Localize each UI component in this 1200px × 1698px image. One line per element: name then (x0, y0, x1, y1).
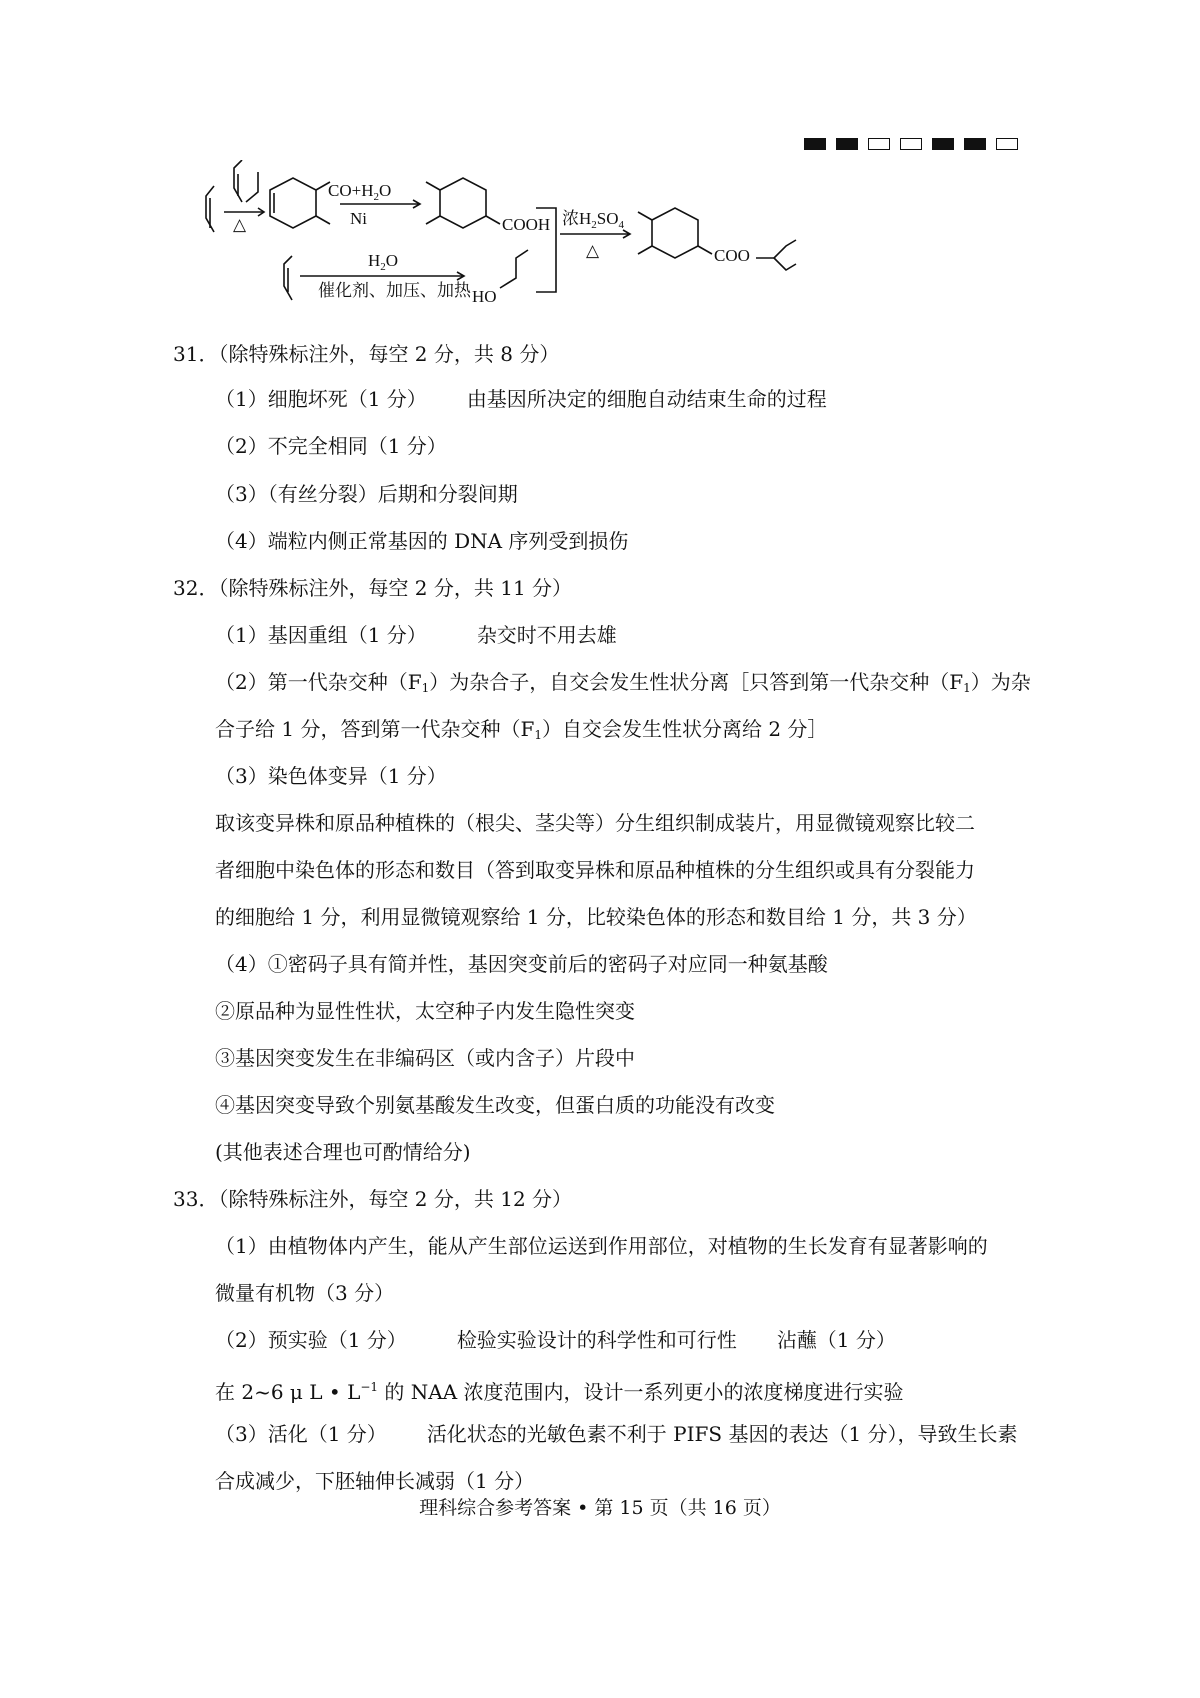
q31-answer-4: （4）端粒内侧正常基因的 DNA 序列受到损伤 (215, 529, 629, 553)
q32-answer-4-4: ④基因突变导致个别氨基酸发生改变，但蛋白质的功能没有改变 (215, 1093, 775, 1117)
q32-answer-2-line-2: 合子给 1 分，答到第一代杂交种$(F_1)$自交会发生性状分离给 2 分］ (215, 717, 828, 742)
svg-text:CO+H2O: $CO+H_2O$ (328, 181, 392, 203)
q32-answer-1-left: （1）基因重组（1 分） (215, 623, 427, 647)
header-marks (804, 138, 1018, 150)
header-mark-empty (868, 138, 890, 150)
header-mark-empty (900, 138, 922, 150)
scheme-cooh-label: COOH (502, 215, 551, 234)
svg-text:浓H2SO4: 浓$H_2SO_4$ (562, 209, 625, 231)
q32-answer-4-2: ②原品种为显性性状，太空种子内发生隐性突变 (215, 999, 635, 1023)
q33-answer-1-line-1: （1）由植物体内产生，能从产生部位运送到作用部位，对植物的生长发育有显著影响的 (215, 1234, 988, 1258)
q32-answer-3: （3）染色体变异（1 分） (215, 764, 447, 788)
page-footer: 理科综合参考答案 • 第 15 页（共 16 页） (419, 1497, 781, 1519)
header-mark-filled (932, 138, 954, 150)
q32-answer-4-1: （4）①密码子具有简并性，基因突变前后的密码子对应同一种氨基酸 (215, 952, 828, 976)
q32-answer-3-line-2: 取该变异株和原品种植株的（根尖、茎尖等）分生组织制成装片，用显微镜观察比较二 (215, 811, 975, 835)
q32-answer-2-line-1: （2）第一代杂交种$(F_1)$为杂合子，自交会发生性状分离［只答到第一代杂交种$(F_1)$为杂 (215, 670, 1031, 695)
q32-answer-1 (215, 621, 617, 649)
q31-answer-1 (215, 385, 827, 413)
q31-answer-1-left: （1）细胞坏死（1 分） (215, 387, 427, 411)
q32-heading: 32．（除特殊标注外，每空 2 分，共 11 分） (173, 576, 573, 600)
scheme-heat-2: △ (586, 241, 600, 260)
synthesis-scheme (200, 160, 880, 310)
header-mark-filled (964, 138, 986, 150)
scheme-reagent2-top: 浓H (562, 209, 592, 228)
q33-heading: 33．（除特殊标注外，每空 2 分，共 12 分） (173, 1187, 573, 1211)
scheme-ester-label: COO (714, 246, 750, 265)
q31-answer-2: （2）不完全相同（1 分） (215, 434, 447, 458)
q33-answer-2: （2）预实验（1 分） 检验实验设计的科学性和可行性 沾蘸（1 分） (215, 1328, 896, 1352)
q31-answer-1-right: 由基因所决定的细胞自动结束生命的过程 (466, 387, 827, 411)
q33-answer-1-line-2: 微量有机物（3 分） (215, 1281, 395, 1305)
q33-answer-3-line-2: 合成减少，下胚轴伸长减弱（1 分） (215, 1469, 535, 1493)
q33-answer-3: （3）活化（1 分） 活化状态的光敏色素不利于 PIFS 基因的表达（1 分），导致生长素 (215, 1422, 1018, 1446)
header-mark-filled (804, 138, 826, 150)
scheme-reagent1-bottom: Ni (350, 209, 367, 228)
header-mark-filled (836, 138, 858, 150)
q32-answer-3-line-3: 者细胞中染色体的形态和数目（答到取变异株和原品种植株的分生组织或具有分裂能力 (215, 858, 975, 882)
scheme-ho-label: HO (472, 287, 497, 306)
header-mark-empty (996, 138, 1018, 150)
scheme-reagent3-bottom: 催化剂、加压、加热 (318, 281, 471, 300)
q31-answer-3: （3）（有丝分裂）后期和分裂间期 (215, 482, 518, 506)
svg-text:H2O: $H_2O$ (368, 251, 399, 273)
q32-answer-note: (其他表述合理也可酌情给分) (215, 1140, 471, 1164)
scheme-reagent3-top: H (368, 251, 381, 270)
q32-answer-3-line-4: 的细胞给 1 分，利用显微镜观察给 1 分，比较染色体的形态和数目给 1 分，共 3 分） (215, 905, 977, 929)
q31-heading: 31．（除特殊标注外，每空 2 分，共 8 分） (173, 342, 560, 366)
scheme-reagent1-top: CO+H (328, 181, 374, 200)
q32-answer-4-3: ③基因突变发生在非编码区（或内含子）片段中 (215, 1046, 635, 1070)
q32-answer-1-right: 杂交时不用去雄 (476, 623, 617, 647)
scheme-heat-1: △ (233, 215, 247, 234)
q33-answer-2-line-2: 在 2~6 μ L • $L^{-1}$ 的 NAA 浓度范围内，设计一系列更小的浓度梯度进行实验 (215, 1380, 904, 1404)
